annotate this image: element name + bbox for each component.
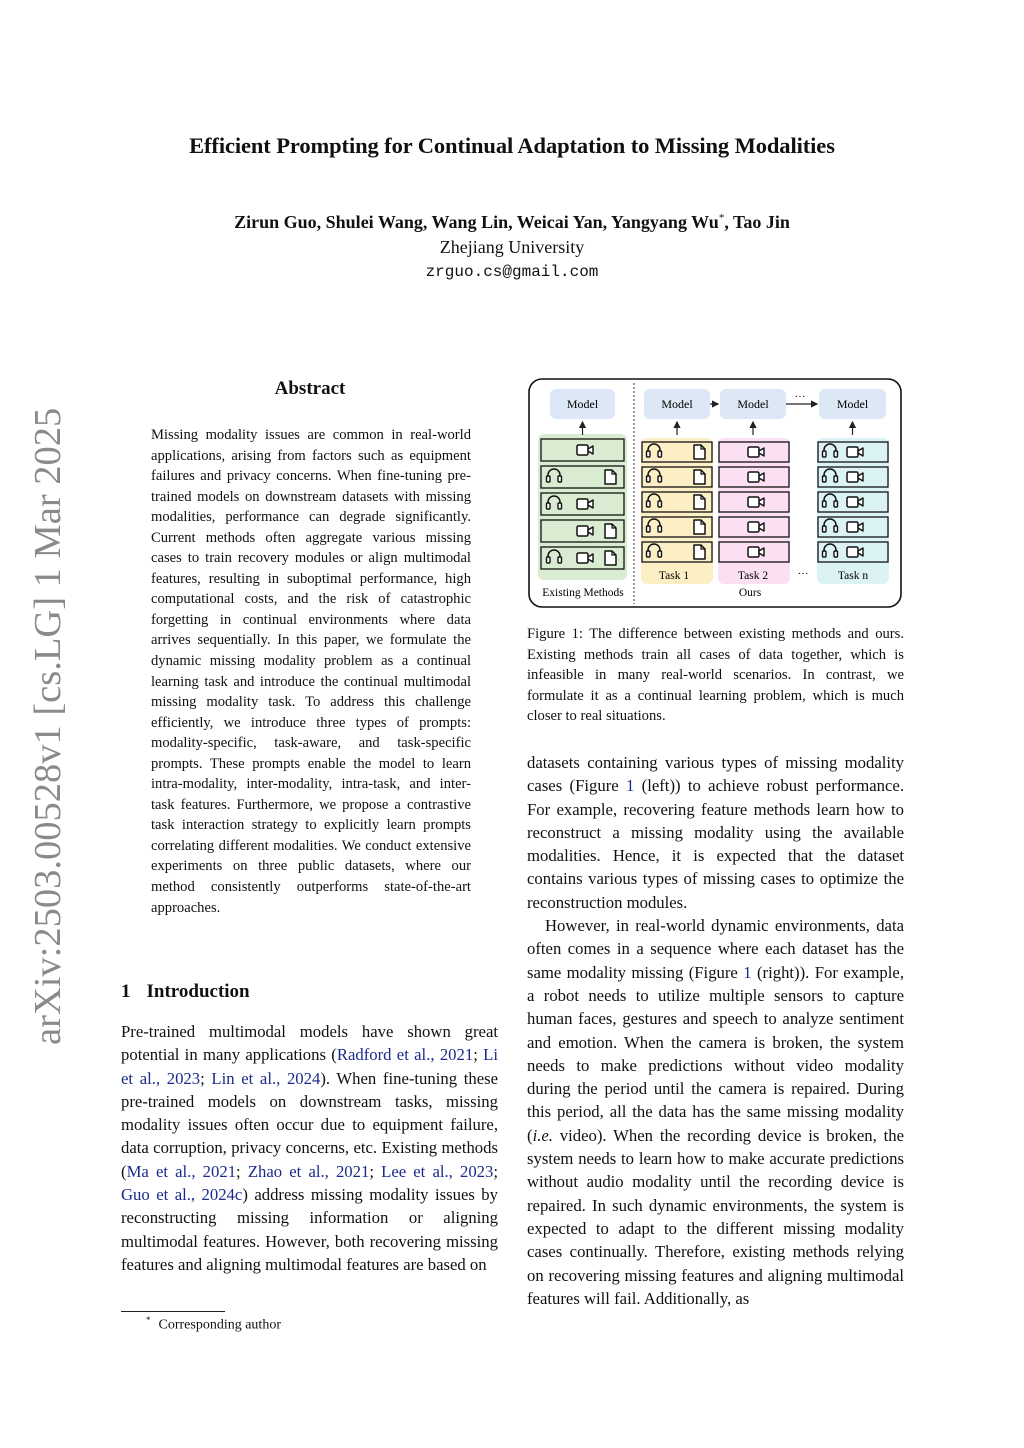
abstract-heading: Abstract bbox=[274, 378, 346, 399]
citation-link[interactable]: Guo et al., 2024c bbox=[121, 1185, 243, 1205]
intro-text: ) address missing modality issues by reconstructing missing information or aligning multimodal features. However, both recovering missing features and aligning multimodal features are based on bbox=[121, 1185, 498, 1274]
author-list bbox=[0, 212, 1024, 233]
footnote-rule bbox=[121, 1311, 225, 1312]
authors-main: Zirun Guo, Shulei Wang, Wang Lin, Weicai Yan, Yangyang Wu bbox=[234, 212, 719, 232]
body-text: (right)). For example, a robot needs to utilize multiple sensors to capture human faces, gestures and speech to analyze sentiment and emotion. When the camera is broken, the system needs to make predictions without video modality during the period until the camera is repaired. During this period, all the data has the same missing modality ( bbox=[527, 962, 904, 1145]
footnote bbox=[146, 1315, 281, 1334]
body-text: (left)) to achieve robust performance. For example, recovering feature methods learn how to reconstruct a missing modality using the available modalities. Hence, it is expected that the dataset contains various types of missing cases to optimize the reconstruction modules. bbox=[527, 776, 904, 912]
corresponding-mark: * bbox=[718, 212, 725, 224]
arxiv-stamp: arXiv:2503.00528v1 [cs.LG] 1 Mar 2025 bbox=[27, 407, 69, 1045]
section-heading bbox=[121, 981, 250, 1003]
paper-title: Efficient Prompting for Continual Adaptation to Missing Modalities bbox=[189, 133, 835, 158]
document-icon bbox=[694, 520, 705, 534]
citation-link[interactable]: Li et al., 2023 bbox=[121, 1045, 498, 1088]
section-number: 1 bbox=[121, 981, 131, 1002]
ellipsis: ··· bbox=[797, 568, 809, 580]
model-label: Model bbox=[737, 397, 769, 411]
abstract-text: Missing modality issues are common in real-world applications, arising from factors such as equipment failures and privacy concerns. When fine-tuning pre-trained models on downstream datasets with missing modalities, performance can degrade significantly. Current methods often aggregate various missing cases to train recovery modules or align multimodal features, resulting in suboptimal performance, high computational costs, and the risk of catastrophic forgetting in continual environments where data arrives sequentially. In this paper, we formulate the dynamic missing modality problem as a continual learning task and introduce the continual multimodal missing modality task. To address this challenge efficiently, we introduce three types of prompts: modality-specific, task-aware, and task-specific prompts. These prompts enable the model to learn intra-modality, inter-modality, intra-task, and inter-task features. Furthermore, we propose a contrastive task interaction strategy to explicitly learn prompts correlating different modalities. We conduct extensive experiments on three public datasets, where our method consistently outperforms state-of-the-art approaches. bbox=[151, 427, 471, 916]
existing-methods-label: Existing Methods bbox=[542, 587, 624, 599]
right-column bbox=[527, 751, 904, 1310]
document-icon bbox=[605, 470, 616, 484]
intro-text: ). When fine-tuning these pre-trained models on downstream tasks, missing modality issues often occur due to equipment failure, data corruption, privacy concerns, etc. Existing methods ( bbox=[121, 1068, 498, 1181]
separator: ; bbox=[200, 1068, 212, 1088]
authors-tail: , Tao Jin bbox=[724, 212, 790, 232]
ours-label: Ours bbox=[738, 587, 762, 599]
body-text: datasets containing various types of missing modality cases (Figure bbox=[527, 753, 904, 796]
figure-ref-link[interactable]: 1 bbox=[625, 776, 635, 796]
figure-caption: Figure 1: The difference between existing methods and ours. Existing methods train all cases of data together, which is infeasible in many real-world scenarios. In contrast, we formulate it as a continual learning problem, which is much closer to real situations. bbox=[527, 626, 904, 725]
separator: ; bbox=[236, 1161, 248, 1181]
document-icon bbox=[694, 445, 705, 459]
separator: ; bbox=[493, 1161, 498, 1181]
separator: ; bbox=[473, 1045, 484, 1065]
figure-ref-link[interactable]: 1 bbox=[743, 962, 752, 982]
citation-link[interactable]: Radford et al., 2021 bbox=[336, 1045, 474, 1065]
body-text: video). When the recording device is broken, the system needs to learn how to make accurate predictions without audio modality until the recording device is repaired. In such dynamic environments, the system is expected to adapt to the different missing modality cases continually. Therefore, existing methods relying on recovering missing features and aligning multimodal features will fail. Additionally, as bbox=[527, 1125, 904, 1308]
document-icon bbox=[605, 524, 616, 538]
figure-1 bbox=[528, 378, 902, 610]
affiliation: Zhejiang University bbox=[439, 237, 585, 257]
italic-text: i.e. bbox=[532, 1125, 553, 1145]
section-title: Introduction bbox=[146, 981, 250, 1002]
task2-label: Task 2 bbox=[737, 570, 769, 582]
document-icon bbox=[694, 495, 705, 509]
footnote-mark: * bbox=[146, 1315, 151, 1325]
citation-link[interactable]: Zhao et al., 2021 bbox=[247, 1161, 370, 1181]
ellipsis: ··· bbox=[794, 391, 806, 403]
citation-link[interactable]: Ma et al., 2021 bbox=[126, 1161, 237, 1181]
intro-paragraph bbox=[121, 1020, 498, 1276]
model-label: Model bbox=[836, 397, 869, 411]
document-icon bbox=[605, 551, 616, 565]
taskn-label: Task n bbox=[837, 570, 869, 582]
citation-link[interactable]: Lin et al., 2024 bbox=[211, 1068, 321, 1088]
intro-text: Pre-trained multimodal models have shown great potential in many applications ( bbox=[121, 1022, 498, 1065]
model-label: Model bbox=[566, 397, 599, 411]
footnote-text: Corresponding author bbox=[158, 1317, 281, 1333]
paragraph bbox=[527, 914, 904, 1310]
model-label: Model bbox=[661, 397, 693, 411]
citation-link[interactable]: Lee et al., 2023 bbox=[381, 1161, 494, 1181]
paragraph bbox=[527, 751, 904, 914]
task1-label: Task 1 bbox=[658, 570, 690, 582]
document-icon bbox=[694, 470, 705, 484]
email: zrguo.cs@gmail.com bbox=[425, 263, 599, 281]
document-icon bbox=[694, 545, 705, 559]
body-text: However, in real-world dynamic environments, data often comes in a sequence where each dataset has the same modality missing (Figure bbox=[527, 916, 904, 982]
separator: ; bbox=[369, 1161, 382, 1181]
